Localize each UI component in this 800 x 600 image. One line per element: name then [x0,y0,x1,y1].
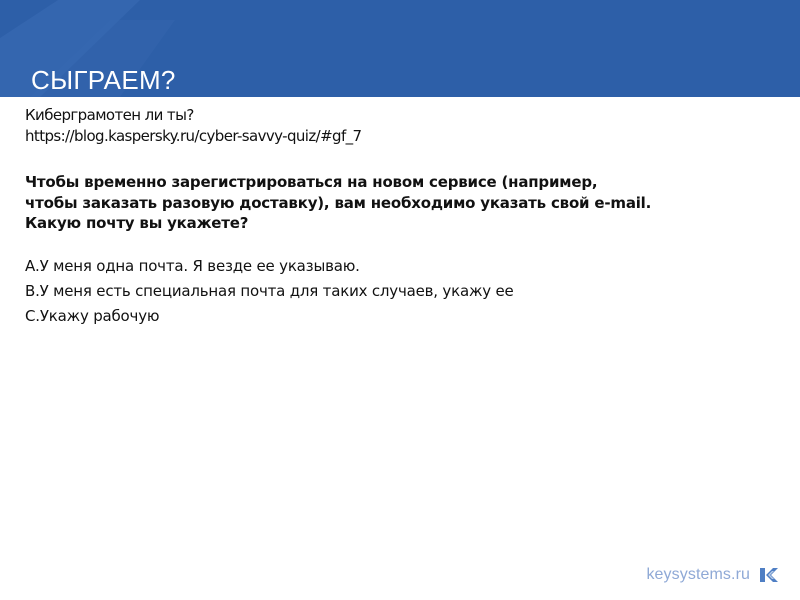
footer-site-name: keysystems.ru [646,566,750,583]
quiz-title: Киберграмотен ли ты? [25,106,194,124]
answer-option-a: А.У меня одна почта. Я везде ее указываю. [25,256,360,275]
slide-title: СЫГРАЕМ? [31,65,176,95]
keysystems-logo-icon [760,568,778,582]
footer [646,566,778,584]
quiz-question: Чтобы временно зарегистрироваться на новом сервисе (например, чтобы заказать разовую доставку), вам необходимо указать свой e-mail. Какую почту вы укажете? [25,173,652,232]
answer-option-b: В.У меня есть специальная почта для таких случаев, укажу ее [25,281,514,300]
slide-content [25,105,765,329]
header-band [0,0,800,97]
quiz-link[interactable]: https://blog.kaspersky.ru/cyber-savvy-quiz/#gf_7 [25,127,362,145]
answer-option-c: С.Укажу рабочую [25,306,160,325]
answer-list [25,254,765,329]
